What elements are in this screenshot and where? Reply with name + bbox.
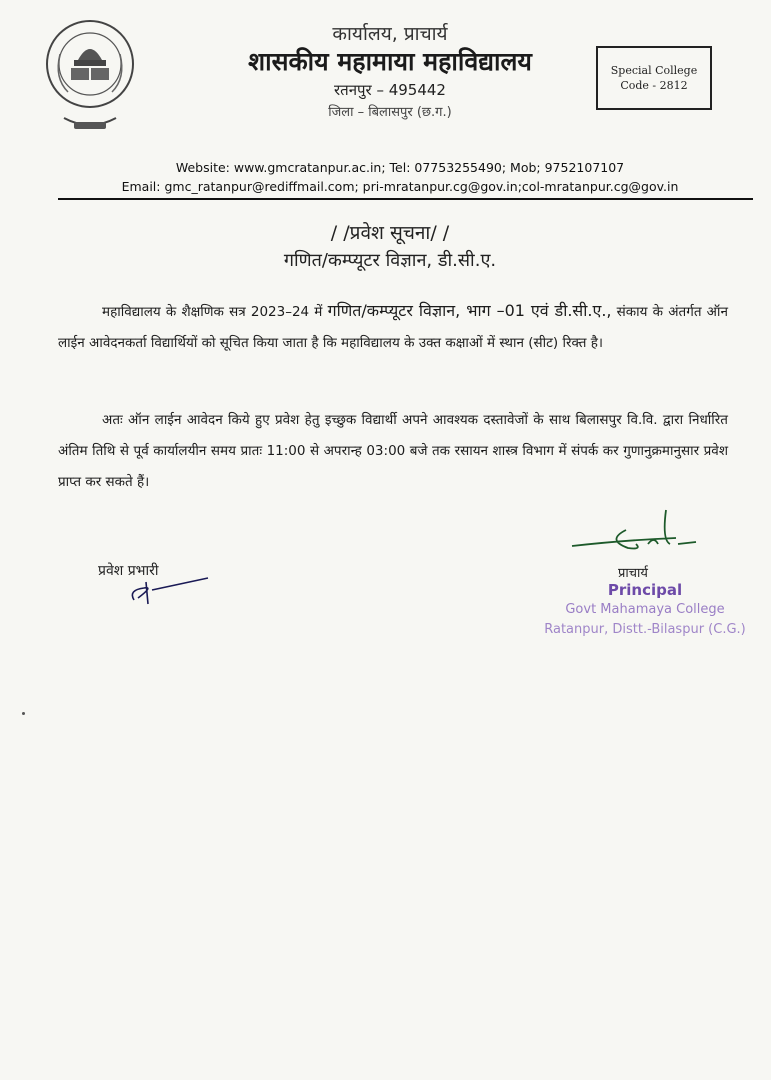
notice-paragraph-1 — [58, 295, 728, 359]
notice-title: / /प्रवेश सूचना/ / — [330, 222, 450, 244]
college-code-box — [596, 46, 712, 110]
admission-incharge-label: प्रवेश प्रभारी — [98, 563, 159, 579]
office-heading: कार्यालय, प्राचार्य — [332, 23, 448, 45]
notice-paragraph-2: अतः ऑन लाईन आवेदन किये हुए प्रवेश हेतु इच्छुक विद्यार्थी अपने आवश्यक दस्तावेजों के साथ बिलासपुर वि.वि. द्वारा निर्धारित अंतिम तिथि से पूर्व कार्यालयीन समय प्रातः 11:00 से अपरान्ह 03:00 बजे तक रसायन शास्त्र विभाग में संपर्क कर गुणानुक्रमानुसार प्रवेश प्राप्त कर सकते हैं। — [58, 412, 728, 490]
stamp-principal: Principal — [607, 581, 683, 599]
para1-part-c: संकाय के अंतर्गत ऑन लाईन आवेदनकर्ता विद्यार्थियों को सूचित किया जाता है कि महाविद्यालय के उक्त कक्षाओं में स्थान (सीट) रिक्त है। — [58, 304, 728, 351]
header-divider — [58, 198, 753, 200]
college-seal-logo — [44, 18, 136, 138]
college-name: शासकीय महामाया महाविद्यालय — [248, 47, 532, 76]
code-line-2: Code - 2812 — [620, 79, 688, 92]
district: जिला – बिलासपुर (छ.ग.) — [328, 105, 452, 120]
principal-signature — [566, 500, 716, 560]
stamp-college: Govt Mahamaya College — [565, 602, 725, 617]
notice-subtitle: गणित/कम्प्यूटर विज्ञान, डी.सी.ए. — [283, 250, 497, 271]
contact-emails: Email: gmc_ratanpur@rediffmail.com; pri-mratanpur.cg@gov.in;col-mratanpur.cg@gov.in — [121, 179, 679, 194]
para1-part-a: महाविद्यालय के शैक्षणिक सत्र 2023–24 में — [102, 304, 328, 320]
admission-incharge-signature — [124, 560, 214, 610]
contact-website-phone: Website: www.gmcratanpur.ac.in; Tel: 07753255490; Mob; 9752107107 — [175, 160, 625, 175]
scan-speck — [22, 712, 25, 715]
stamp-address: Ratanpur, Distt.-Bilaspur (C.G.) — [544, 622, 746, 637]
para1-part-b: गणित/कम्प्यूटर विज्ञान, भाग –01 एवं डी.सी.ए., — [327, 301, 612, 320]
city-pincode: रतनपुर – 495442 — [334, 81, 446, 99]
code-line-1: Special College — [610, 64, 698, 77]
principal-label: प्राचार्य — [618, 566, 648, 581]
